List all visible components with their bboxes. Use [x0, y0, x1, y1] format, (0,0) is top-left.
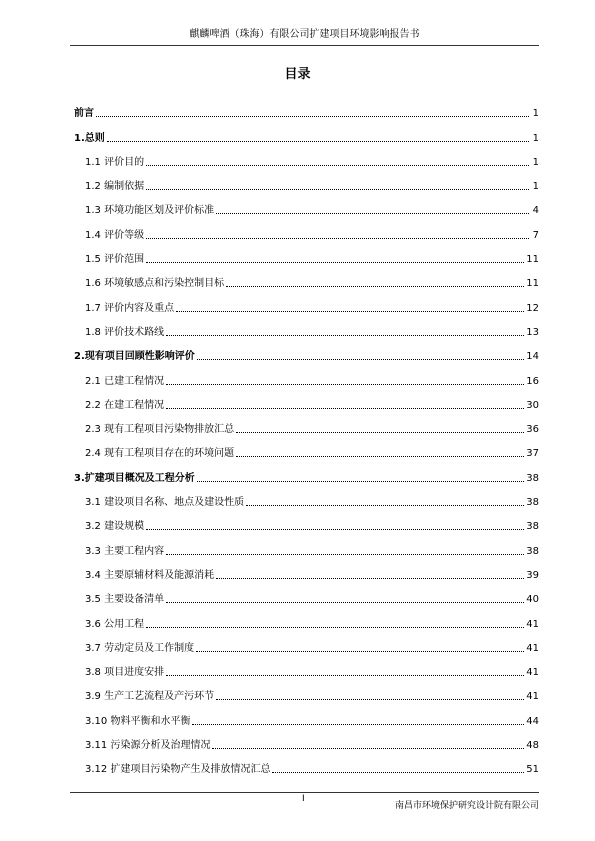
toc-entry-page: 39: [526, 569, 539, 581]
toc-leader-dots: [166, 408, 524, 409]
toc-entry[interactable]: [74, 217, 539, 241]
toc-entry-page: 30: [526, 399, 539, 411]
toc-entry[interactable]: [74, 266, 539, 290]
toc-entry-label: 2.1 已建工程情况: [85, 375, 165, 387]
toc-entry-label: 1.5 评价范围: [85, 254, 145, 266]
toc-entry-page: 36: [526, 424, 539, 436]
toc-entry-page: 38: [526, 472, 539, 484]
toc-entry-page: 41: [526, 642, 539, 654]
toc-entry[interactable]: [74, 606, 539, 630]
toc-entry-label: 2.3 现有工程项目污染物排放汇总: [85, 424, 235, 436]
running-header: [70, 25, 539, 46]
toc-leader-dots: [166, 602, 524, 603]
footer-organization: 南昌市环境保护研究设计院有限公司: [394, 801, 539, 811]
toc-entry-label: 3.2 建设规模: [85, 521, 145, 533]
toc-entry-label: 2.2 在建工程情况: [85, 399, 165, 411]
toc-entry-label: 2.现有项目回顾性影响评价: [74, 351, 195, 363]
toc-entry[interactable]: [74, 315, 539, 339]
toc-entry-label: 3.9 生产工艺流程及产污环节: [85, 691, 215, 703]
toc-entry-page: 38: [526, 521, 539, 533]
toc-leader-dots: [166, 675, 524, 676]
page-footer: [70, 792, 539, 811]
toc-entry-page: 1: [532, 181, 539, 193]
toc-entry-label: 1.总则: [74, 132, 105, 144]
toc-leader-dots: [272, 772, 524, 773]
toc-leader-dots: [166, 335, 524, 336]
toc-entry[interactable]: [74, 631, 539, 655]
toc-entry[interactable]: [74, 290, 539, 314]
toc-entry-page: 16: [526, 375, 539, 387]
toc-entry[interactable]: [74, 752, 539, 776]
toc-entry-page: 38: [526, 545, 539, 557]
toc-leader-dots: [216, 699, 524, 700]
toc-entry-page: 40: [526, 594, 539, 606]
toc-title: 目录: [284, 67, 311, 82]
toc-entry[interactable]: [74, 339, 539, 363]
toc-entry-label: 1.6 环境敏感点和污染控制目标: [85, 278, 225, 290]
toc-entry-label: 前言: [74, 108, 94, 120]
toc-entry-page: 38: [526, 497, 539, 509]
toc-entry[interactable]: [74, 120, 539, 144]
toc-entry-label: 2.4 现有工程项目存在的环境问题: [85, 448, 235, 460]
toc-entry-page: 37: [526, 448, 539, 460]
toc-entry-page: 4: [532, 205, 539, 217]
toc-entry-page: 41: [526, 667, 539, 679]
toc-entry-label: 3.8 项目进度安排: [85, 667, 165, 679]
table-of-contents: [74, 96, 539, 776]
toc-entry-page: 14: [526, 351, 539, 363]
toc-leader-dots: [166, 554, 524, 555]
toc-entry[interactable]: [74, 485, 539, 509]
toc-entry-page: 1: [532, 156, 539, 168]
toc-entry-label: 3.3 主要工程内容: [85, 545, 165, 557]
toc-leader-dots: [216, 578, 524, 579]
toc-entry-page: 13: [526, 326, 539, 338]
toc-entry-label: 1.1 评价目的: [85, 156, 145, 168]
toc-entry[interactable]: [74, 728, 539, 752]
toc-leader-dots: [146, 262, 524, 263]
page-number: I: [302, 794, 305, 804]
toc-entry[interactable]: [74, 96, 539, 120]
toc-entry[interactable]: [74, 679, 539, 703]
toc-leader-dots: [192, 724, 524, 725]
toc-entry[interactable]: [74, 533, 539, 557]
toc-leader-dots: [216, 213, 529, 214]
toc-entry[interactable]: [74, 193, 539, 217]
toc-entry-label: 3.11 污染源分析及治理情况: [85, 740, 211, 752]
toc-leader-dots: [236, 432, 524, 433]
toc-entry-label: 3.扩建项目概况及工程分析: [74, 472, 195, 484]
toc-leader-dots: [197, 481, 525, 482]
toc-entry-label: 1.3 环境功能区划及评价标准: [85, 205, 215, 217]
toc-entry-page: 1: [532, 132, 539, 144]
toc-leader-dots: [236, 456, 524, 457]
toc-entry-label: 3.12 扩建项目污染物产生及排放情况汇总: [85, 764, 271, 776]
toc-entry-page: 51: [526, 764, 539, 776]
toc-entry[interactable]: [74, 436, 539, 460]
toc-entry-page: 48: [526, 740, 539, 752]
toc-entry-page: 12: [526, 302, 539, 314]
toc-entry-page: 44: [526, 715, 539, 727]
toc-leader-dots: [146, 627, 524, 628]
toc-leader-dots: [166, 384, 524, 385]
toc-leader-dots: [146, 238, 529, 239]
toc-entry-page: 1: [532, 108, 539, 120]
toc-leader-dots: [146, 529, 524, 530]
toc-entry-label: 1.2 编制依据: [85, 181, 145, 193]
toc-entry-page: 7: [532, 229, 539, 241]
toc-entry[interactable]: [74, 655, 539, 679]
toc-leader-dots: [226, 286, 524, 287]
toc-entry-label: 3.6 公用工程: [85, 618, 145, 630]
toc-entry[interactable]: [74, 582, 539, 606]
toc-leader-dots: [96, 116, 529, 117]
toc-entry[interactable]: [74, 145, 539, 169]
toc-entry-page: 41: [526, 691, 539, 703]
toc-leader-dots: [146, 189, 529, 190]
toc-entry-label: 3.10 物料平衡和水平衡: [85, 715, 191, 727]
toc-entry-label: 1.7 评价内容及重点: [85, 302, 175, 314]
toc-entry[interactable]: [74, 558, 539, 582]
toc-entry-label: 1.4 评价等级: [85, 229, 145, 241]
toc-leader-dots: [107, 141, 529, 142]
toc-entry-label: 3.1 建设项目名称、地点及建设性质: [85, 497, 245, 509]
toc-entry[interactable]: [74, 509, 539, 533]
toc-leader-dots: [176, 311, 524, 312]
toc-entry[interactable]: [74, 703, 539, 727]
toc-entry[interactable]: [74, 388, 539, 412]
toc-leader-dots: [197, 359, 525, 360]
toc-leader-dots: [146, 165, 529, 166]
toc-entry-page: 41: [526, 618, 539, 630]
toc-entry-label: 3.4 主要原辅材料及能源消耗: [85, 569, 215, 581]
toc-entry-label: 3.5 主要设备清单: [85, 594, 165, 606]
toc-entry-page: 11: [526, 278, 539, 290]
header-title: 麒麟啤酒（珠海）有限公司扩建项目环境影响报告书: [189, 29, 420, 40]
toc-entry[interactable]: [74, 169, 539, 193]
toc-leader-dots: [246, 505, 524, 506]
toc-entry-label: 3.7 劳动定员及工作制度: [85, 642, 195, 654]
toc-entry[interactable]: [74, 242, 539, 266]
toc-leader-dots: [212, 748, 524, 749]
toc-entry-label: 1.8 评价技术路线: [85, 326, 165, 338]
toc-entry[interactable]: [74, 412, 539, 436]
toc-entry[interactable]: [74, 363, 539, 387]
toc-entry[interactable]: [74, 460, 539, 484]
toc-leader-dots: [196, 651, 524, 652]
toc-entry-page: 11: [526, 254, 539, 266]
